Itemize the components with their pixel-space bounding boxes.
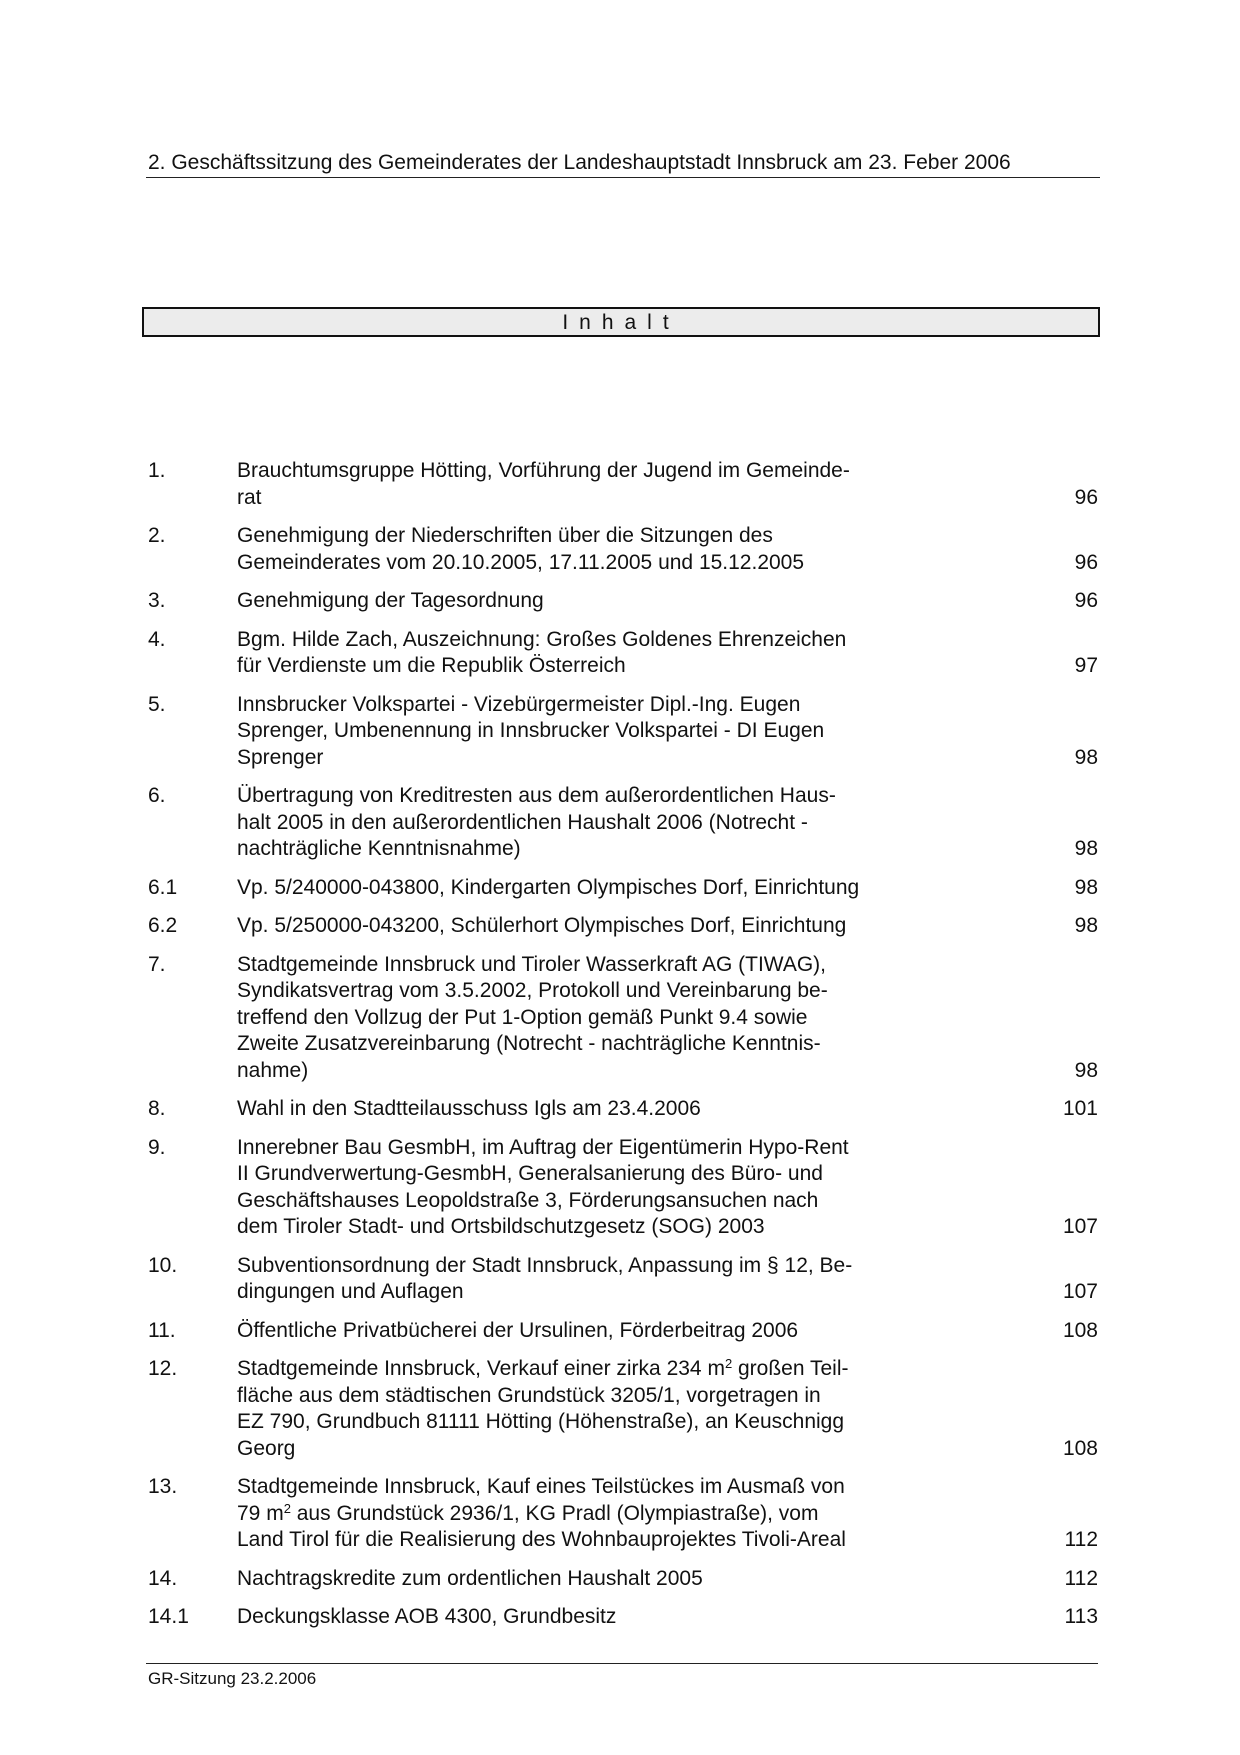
toc-entry[interactable] <box>148 1604 1098 1631</box>
toc-entry-line: nahme) <box>237 1058 309 1082</box>
toc-entry-title <box>237 1474 932 1554</box>
toc-entry-page: 107 <box>1062 1215 1098 1238</box>
toc-entry-number: 13. <box>148 1475 178 1498</box>
toc-entry-number: 14. <box>148 1566 178 1590</box>
toc-entry-number: 5. <box>148 692 166 716</box>
toc-entry-page: 96 <box>1074 550 1098 574</box>
toc-entry[interactable] <box>148 875 1098 902</box>
toc-entry[interactable] <box>148 783 1098 863</box>
toc-entry-number: 4. <box>148 627 166 651</box>
toc-entry-line: dingungen und Auflagen <box>237 1280 464 1303</box>
toc-entry-line: Syndikatsvertrag vom 3.5.2002, Protokoll und Vereinbarung be- <box>237 979 828 1002</box>
toc-entry[interactable] <box>148 1318 1098 1345</box>
toc-entry-title <box>237 1318 932 1345</box>
toc-entry-line: Vp. 5/240000-043800, Kindergarten Olympisches Dorf, Einrichtung <box>237 875 860 899</box>
toc-entry-line: nachträgliche Kenntnisnahme) <box>237 837 521 860</box>
toc-entry[interactable] <box>148 1356 1098 1462</box>
toc-entry-line: Wahl in den Stadtteilausschuss Igls am 23.4.2006 <box>237 1097 701 1120</box>
toc-entry[interactable] <box>148 692 1098 772</box>
toc-entry-title <box>237 1135 932 1241</box>
toc-entry-page: 98 <box>1074 875 1098 899</box>
toc-entry-title <box>237 458 932 511</box>
toc-entry-page: 98 <box>1074 1058 1098 1082</box>
toc-entry-line: II Grundverwertung-GesmbH, Generalsanierung des Büro- und <box>237 1162 823 1185</box>
toc-entry-line: Stadtgemeinde Innsbruck und Tiroler Wasserkraft AG (TIWAG), <box>237 952 826 976</box>
contents-heading-box <box>142 307 1100 337</box>
toc-entry-page: 97 <box>1074 654 1098 677</box>
toc-entry-page: 113 <box>1064 1605 1098 1628</box>
toc-entry-line: EZ 790, Grundbuch 81111 Hötting (Höhenstraße), an Keuschnigg <box>237 1410 845 1433</box>
toc-entry[interactable] <box>148 1096 1098 1123</box>
toc-entry-line: Übertragung von Kreditresten aus dem außerordentlichen Haus- <box>237 784 836 807</box>
toc-entry-page: 98 <box>1074 914 1098 937</box>
toc-entry-line: Land Tirol für die Realisierung des Wohnbauprojektes Tivoli-Areal <box>237 1528 846 1551</box>
toc-entry-line: Bgm. Hilde Zach, Auszeichnung: Großes Goldenes Ehrenzeichen <box>237 627 847 651</box>
toc-entry-title <box>237 875 932 902</box>
toc-entry-title <box>237 1356 932 1462</box>
toc-entry[interactable] <box>148 1253 1098 1306</box>
toc-entry-title <box>237 1253 932 1306</box>
toc-entry-line <box>237 1501 932 1528</box>
toc-entry-line: Stadtgemeinde Innsbruck, Kauf eines Teilstückes im Ausmaß von <box>237 1475 845 1498</box>
toc-entry-page: 112 <box>1064 1566 1098 1590</box>
toc-entry-line: dem Tiroler Stadt- und Ortsbildschutzgesetz (SOG) 2003 <box>237 1215 765 1238</box>
toc-entry-number: 8. <box>148 1097 166 1120</box>
toc-entry-number: 6.1 <box>148 875 178 899</box>
toc-entry-title <box>237 1604 932 1631</box>
toc-entry-line: Zweite Zusatzvereinbarung (Notrecht - nachträgliche Kenntnis- <box>237 1032 821 1055</box>
toc-entry-line: Geschäftshauses Leopoldstraße 3, Förderungsansuchen nach <box>237 1188 819 1212</box>
toc-entry-number: 11. <box>148 1318 176 1342</box>
table-of-contents <box>148 458 1098 1643</box>
toc-entry-line <box>237 1356 932 1383</box>
toc-entry-page: 96 <box>1074 589 1098 612</box>
toc-entry[interactable] <box>148 523 1098 576</box>
toc-entry-page: 108 <box>1062 1318 1098 1342</box>
superscript-two: 2 <box>283 1500 291 1516</box>
toc-entry-number: 14.1 <box>148 1605 189 1628</box>
toc-entry-line: Genehmigung der Tagesordnung <box>237 589 544 612</box>
toc-entry[interactable] <box>148 458 1098 511</box>
page-header: 2. Geschäftssitzung des Gemeinderates der Landeshauptstadt Innsbruck am 23. Feber 2006 <box>146 150 1100 178</box>
toc-entry-title <box>237 692 932 772</box>
toc-entry-line-tail: aus Grundstück 2936/1, KG Pradl (Olympiastraße), vom <box>290 1501 819 1525</box>
toc-entry[interactable] <box>148 1566 1098 1593</box>
toc-entry-line: Georg <box>237 1436 296 1460</box>
toc-entry-title <box>237 523 932 576</box>
toc-entry-line: Deckungsklasse AOB 4300, Grundbesitz <box>237 1605 617 1628</box>
toc-entry-line: rat <box>237 485 262 509</box>
toc-entry-number: 6.2 <box>148 914 178 937</box>
toc-entry-title <box>237 783 932 863</box>
toc-entry-line: Subventionsordnung der Stadt Innsbruck, Anpassung im § 12, Be- <box>237 1253 853 1277</box>
toc-entry-line: Sprenger <box>237 745 324 769</box>
toc-entry-line: Genehmigung der Niederschriften über die Sitzungen des <box>237 524 773 547</box>
toc-entry-number: 7. <box>148 952 166 976</box>
toc-entry-line: Innsbrucker Volkspartei - Vizebürgermeister Dipl.-Ing. Eugen <box>237 692 801 716</box>
contents-heading: Inhalt <box>562 311 680 334</box>
toc-entry-page: 96 <box>1074 485 1098 509</box>
toc-entry-line: Innerebner Bau GesmbH, im Auftrag der Eigentümerin Hypo-Rent <box>237 1135 849 1159</box>
toc-entry-title <box>237 588 932 615</box>
toc-entry-line-tail: großen Teil- <box>732 1357 849 1380</box>
toc-entry-number: 12. <box>148 1357 178 1380</box>
toc-entry-line-text: 79 m <box>237 1501 284 1525</box>
toc-entry[interactable] <box>148 913 1098 940</box>
toc-entry-line: Brauchtumsgruppe Hötting, Vorführung der Jugend im Gemeinde- <box>237 459 850 482</box>
toc-entry-line: Nachtragskredite zum ordentlichen Haushalt 2005 <box>237 1566 703 1590</box>
toc-entry-number: 3. <box>148 589 166 612</box>
toc-entry-number: 1. <box>148 459 166 482</box>
toc-entry-number: 2. <box>148 524 166 547</box>
toc-entry-line: Vp. 5/250000-043200, Schülerhort Olympisches Dorf, Einrichtung <box>237 914 847 937</box>
page-footer: GR-Sitzung 23.2.2006 <box>148 1669 317 1688</box>
toc-entry[interactable] <box>148 1135 1098 1241</box>
toc-entry-number: 9. <box>148 1135 166 1159</box>
toc-entry-title <box>237 913 932 940</box>
toc-entry-line-text: Stadtgemeinde Innsbruck, Verkauf einer zirka 234 m <box>237 1357 725 1380</box>
toc-entry-line: Sprenger, Umbenennung in Innsbrucker Volkspartei - DI Eugen <box>237 719 825 742</box>
toc-entry[interactable] <box>148 627 1098 680</box>
toc-entry-line: Öffentliche Privatbücherei der Ursulinen, Förderbeitrag 2006 <box>237 1318 799 1342</box>
toc-entry-page: 108 <box>1062 1436 1098 1460</box>
toc-entry-line: für Verdienste um die Republik Österreich <box>237 654 626 677</box>
toc-entry-line: fläche aus dem städtischen Grundstück 3205/1, vorgetragen in <box>237 1383 821 1407</box>
toc-entry-line: treffend den Vollzug der Put 1-Option gemäß Punkt 9.4 sowie <box>237 1005 808 1029</box>
footer-divider <box>146 1663 1098 1664</box>
toc-entry[interactable] <box>148 588 1098 615</box>
toc-entry-page: 98 <box>1074 745 1098 769</box>
toc-entry-line: halt 2005 in den außerordentlichen Haushalt 2006 (Notrecht - <box>237 810 808 834</box>
toc-entry-page: 107 <box>1062 1280 1098 1303</box>
toc-entry[interactable] <box>148 952 1098 1085</box>
toc-entry-number: 10. <box>148 1253 178 1277</box>
toc-entry-number: 6. <box>148 784 166 807</box>
toc-entry-page: 101 <box>1062 1097 1098 1120</box>
toc-entry-page: 98 <box>1074 837 1098 860</box>
toc-entry-line: Gemeinderates vom 20.10.2005, 17.11.2005 und 15.12.2005 <box>237 550 805 574</box>
toc-entry-title <box>237 627 932 680</box>
superscript-two: 2 <box>724 1356 733 1371</box>
toc-entry-title <box>237 1096 932 1123</box>
toc-entry[interactable] <box>148 1474 1098 1554</box>
toc-entry-title <box>237 1566 932 1593</box>
toc-entry-title <box>237 952 932 1085</box>
toc-entry-page: 112 <box>1064 1528 1098 1551</box>
